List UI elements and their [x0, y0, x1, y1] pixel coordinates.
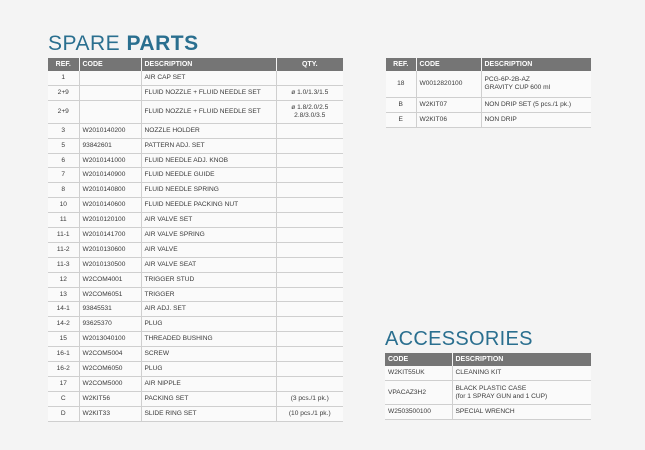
cell-qty: [276, 71, 343, 85]
cell-description: NON DRIP SET (5 pcs./1 pk.): [481, 98, 591, 113]
header-ref: REF.: [386, 58, 416, 71]
cell-qty: [276, 362, 343, 377]
cell-qty: [276, 317, 343, 332]
table-row: [48, 362, 343, 377]
table-row: [48, 391, 343, 406]
table-row: [48, 302, 343, 317]
cell-qty: (3 pcs./1 pk.): [276, 391, 343, 406]
table-row: [48, 85, 343, 100]
cell-code: W2KIT33: [79, 406, 141, 421]
cell-qty: [276, 287, 343, 302]
table-row: [385, 366, 591, 381]
cell-description: PLUG: [141, 317, 276, 332]
cell-ref: 8: [48, 183, 79, 198]
cell-description: PLUG: [141, 362, 276, 377]
cell-ref: D: [48, 406, 79, 421]
cell-code: W2010130500: [79, 257, 141, 272]
cell-code: W2KIT07: [416, 98, 481, 113]
cell-ref: B: [386, 98, 416, 113]
cell-description: SLIDE RING SET: [141, 406, 276, 421]
accessories-title: ACCESSORIES: [385, 328, 533, 350]
table-row: [48, 406, 343, 421]
cell-code: W2010140600: [79, 198, 141, 213]
cell-description: FLUID NEEDLE GUIDE: [141, 168, 276, 183]
cell-ref: 16-1: [48, 347, 79, 362]
table-row: [386, 71, 591, 98]
cell-description: AIR VALVE: [141, 242, 276, 257]
cell-qty: [276, 228, 343, 243]
cell-description: TRIGGER: [141, 287, 276, 302]
cell-description: CLEANING KIT: [452, 366, 591, 381]
header-code: CODE: [385, 353, 452, 366]
cell-ref: E: [386, 113, 416, 128]
cell-code: W2010140800: [79, 183, 141, 198]
cell-ref: 13: [48, 287, 79, 302]
table-row: [48, 168, 343, 183]
table-row: [386, 98, 591, 113]
cell-ref: 1: [48, 71, 79, 85]
table-row: [48, 213, 343, 228]
cell-code: [79, 85, 141, 100]
table-row: [386, 113, 591, 128]
table-row: [48, 198, 343, 213]
table-row: [385, 381, 591, 405]
cell-ref: 2+9: [48, 100, 79, 123]
table-row: [48, 317, 343, 332]
cell-qty: [276, 347, 343, 362]
table-row: [48, 71, 343, 85]
cell-qty: ø 1.8/2.0/2.5 2.8/3.0/3.5: [276, 100, 343, 123]
cell-code: W0012820100: [416, 71, 481, 98]
table-row: [48, 242, 343, 257]
cell-code: W2COM4001: [79, 272, 141, 287]
header-code: CODE: [416, 58, 481, 71]
cell-code: VPACAZ3H2: [385, 381, 452, 405]
cell-qty: [276, 302, 343, 317]
table-row: [48, 347, 343, 362]
cell-ref: 11: [48, 213, 79, 228]
cell-qty: [276, 242, 343, 257]
cell-description: SCREW: [141, 347, 276, 362]
cell-qty: [276, 257, 343, 272]
cell-description: FLUID NEEDLE ADJ. KNOB: [141, 153, 276, 168]
cell-description: AIR VALVE SEAT: [141, 257, 276, 272]
cell-code: W2010141700: [79, 228, 141, 243]
cell-description: BLACK PLASTIC CASE (for 1 SPRAY GUN and 1 CUP): [452, 381, 591, 405]
table-row: [48, 153, 343, 168]
header-ref: REF.: [48, 58, 79, 71]
cell-ref: 10: [48, 198, 79, 213]
cell-description: AIR NIPPLE: [141, 376, 276, 391]
accessories-body: [385, 366, 591, 420]
cell-description: THREADED BUSHING: [141, 332, 276, 347]
cell-code: W2COM6050: [79, 362, 141, 377]
cell-code: W2KIT55UK: [385, 366, 452, 381]
cell-code: W2010140200: [79, 123, 141, 138]
cell-code: W2010141000: [79, 153, 141, 168]
table-row: [48, 138, 343, 153]
cell-description: PCG-6P-2B-AZ GRAVITY CUP 600 ml: [481, 71, 591, 98]
spare-parts-table: [48, 58, 343, 422]
cell-code: 93842601: [79, 138, 141, 153]
cell-ref: 7: [48, 168, 79, 183]
cell-code: W2503500100: [385, 405, 452, 420]
cell-description: SPECIAL WRENCH: [452, 405, 591, 420]
cell-code: 93625370: [79, 317, 141, 332]
cell-ref: 11-2: [48, 242, 79, 257]
cell-qty: [276, 332, 343, 347]
table-row: [48, 376, 343, 391]
cup-parts-table: [386, 58, 591, 128]
cell-ref: 12: [48, 272, 79, 287]
cell-code: W2COM5004: [79, 347, 141, 362]
cell-ref: 18: [386, 71, 416, 98]
table-row: [48, 257, 343, 272]
table-row: [48, 272, 343, 287]
spare-parts-title-light: SPARE: [48, 32, 127, 55]
spare-parts-title-bold: PARTS: [126, 32, 199, 55]
accessories-table: [385, 353, 591, 420]
cell-qty: [276, 123, 343, 138]
cell-qty: [276, 213, 343, 228]
cell-description: AIR VALVE SPRING: [141, 228, 276, 243]
table-row: [48, 228, 343, 243]
cell-ref: 2+9: [48, 85, 79, 100]
cup-parts-header-row: [386, 58, 591, 71]
cell-ref: 6: [48, 153, 79, 168]
cell-ref: 17: [48, 376, 79, 391]
cell-code: W2010140900: [79, 168, 141, 183]
cell-qty: [276, 183, 343, 198]
table-row: [48, 123, 343, 138]
table-row: [48, 287, 343, 302]
header-description: DESCRIPTION: [481, 58, 591, 71]
cell-code: 93845531: [79, 302, 141, 317]
cell-code: [79, 71, 141, 85]
cell-description: AIR ADJ. SET: [141, 302, 276, 317]
cell-qty: [276, 138, 343, 153]
cell-description: FLUID NEEDLE PACKING NUT: [141, 198, 276, 213]
spare-parts-header-row: [48, 58, 343, 71]
cell-description: FLUID NOZZLE + FLUID NEEDLE SET: [141, 100, 276, 123]
cell-ref: 15: [48, 332, 79, 347]
cell-qty: (10 pcs./1 pk.): [276, 406, 343, 421]
cell-code: W2010130600: [79, 242, 141, 257]
header-description: DESCRIPTION: [141, 58, 276, 71]
cell-qty: [276, 168, 343, 183]
cell-description: PATTERN ADJ. SET: [141, 138, 276, 153]
cell-code: W2013040100: [79, 332, 141, 347]
spare-parts-title: [48, 32, 199, 56]
cell-qty: [276, 376, 343, 391]
table-row: [48, 332, 343, 347]
cell-description: AIR VALVE SET: [141, 213, 276, 228]
cell-ref: 16-2: [48, 362, 79, 377]
cell-description: NON DRIP: [481, 113, 591, 128]
accessories-header-row: [385, 353, 591, 366]
cell-ref: 5: [48, 138, 79, 153]
header-qty: QTY.: [276, 58, 343, 71]
cell-ref: 11-1: [48, 228, 79, 243]
table-row: [385, 405, 591, 420]
cell-qty: [276, 153, 343, 168]
cell-qty: [276, 198, 343, 213]
header-code: CODE: [79, 58, 141, 71]
cell-ref: 14-2: [48, 317, 79, 332]
cup-parts-body: [386, 71, 591, 128]
cell-ref: 14-1: [48, 302, 79, 317]
cell-description: TRIGGER STUD: [141, 272, 276, 287]
cell-code: W2COM5000: [79, 376, 141, 391]
cell-code: W2KIT56: [79, 391, 141, 406]
cell-ref: C: [48, 391, 79, 406]
cell-code: W2010120100: [79, 213, 141, 228]
cell-description: FLUID NEEDLE SPRING: [141, 183, 276, 198]
spare-parts-body: [48, 71, 343, 421]
header-description: DESCRIPTION: [452, 353, 591, 366]
cell-code: [79, 100, 141, 123]
cell-description: FLUID NOZZLE + FLUID NEEDLE SET: [141, 85, 276, 100]
cell-ref: 11-3: [48, 257, 79, 272]
cell-description: AIR CAP SET: [141, 71, 276, 85]
table-row: [48, 100, 343, 123]
cell-code: W2COM6051: [79, 287, 141, 302]
cell-ref: 3: [48, 123, 79, 138]
cell-description: PACKING SET: [141, 391, 276, 406]
cell-qty: ø 1.0/1.3/1.5: [276, 85, 343, 100]
cell-qty: [276, 272, 343, 287]
cell-code: W2KIT06: [416, 113, 481, 128]
cell-description: NOZZLE HOLDER: [141, 123, 276, 138]
table-row: [48, 183, 343, 198]
